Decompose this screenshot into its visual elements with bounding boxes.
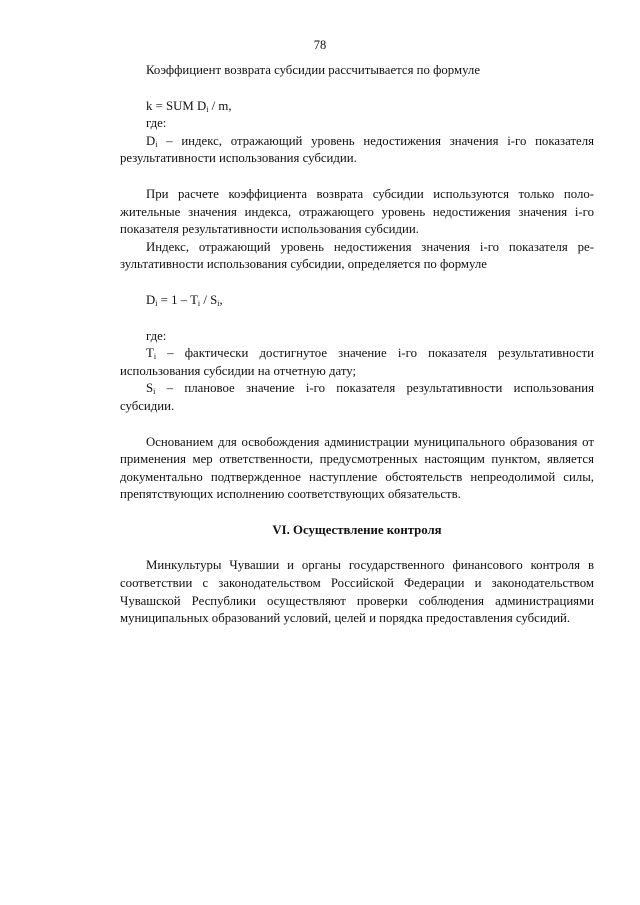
where-label-1: где: — [146, 116, 167, 131]
control-paragraph: Минкультуры Чувашии и органы государственного финансового контроля в соответствии с законодательством Российской Федерации и законодательством Чувашской Республики осуществляют проверки соблюдения администрациями муниципальных образований условий, целей и порядка предоставления субсидий. — [120, 558, 594, 626]
t-definition: $T_i$ – фактически достигнутое значение i-го показателя результативности использования субсидии на отчетную дату; — [120, 346, 594, 378]
page-number: 78 — [313, 38, 327, 52]
section-heading: VI. Осуществление контроля — [272, 522, 442, 537]
intro-paragraph: Коэффициент возврата субсидии рассчитывается по формуле — [146, 63, 480, 77]
d-definition: $D_i$ – индекс, отражающий уровень недостижения значения i-го показателя результативности использования субсидии. — [120, 133, 594, 166]
release-basis-paragraph: Основанием для освобождения администрации муниципального образования от применения мер ответственности, предусмотренных настоящим пунктом, является документально подтвержденное наступление обстоятельств непреодолимой силы, препятствующих исполнению соответствующих обязательств. — [120, 434, 594, 502]
index-definition-paragraph: Индекс, отражающий уровень недостижения значения i-го показателя результативности использования субсидии, определяется по формуле — [120, 239, 594, 272]
formula-k: k = SUM $D_i$ / m, — [146, 98, 232, 114]
where-label-2: где: — [146, 328, 167, 343]
s-definition: $S_i$ – плановое значение i-го показателя результативности использования субсидии. — [120, 381, 594, 413]
document-body — [120, 62, 594, 628]
positive-values-paragraph: При расчете коэффициента возврата субсидии используются только положительные значения индекса, отражающего уровень недостижения значения i-го показателя результативности использования субсидии. — [120, 186, 594, 237]
formula-d: $D_i = 1 - T_i / S_i$, — [146, 292, 223, 308]
